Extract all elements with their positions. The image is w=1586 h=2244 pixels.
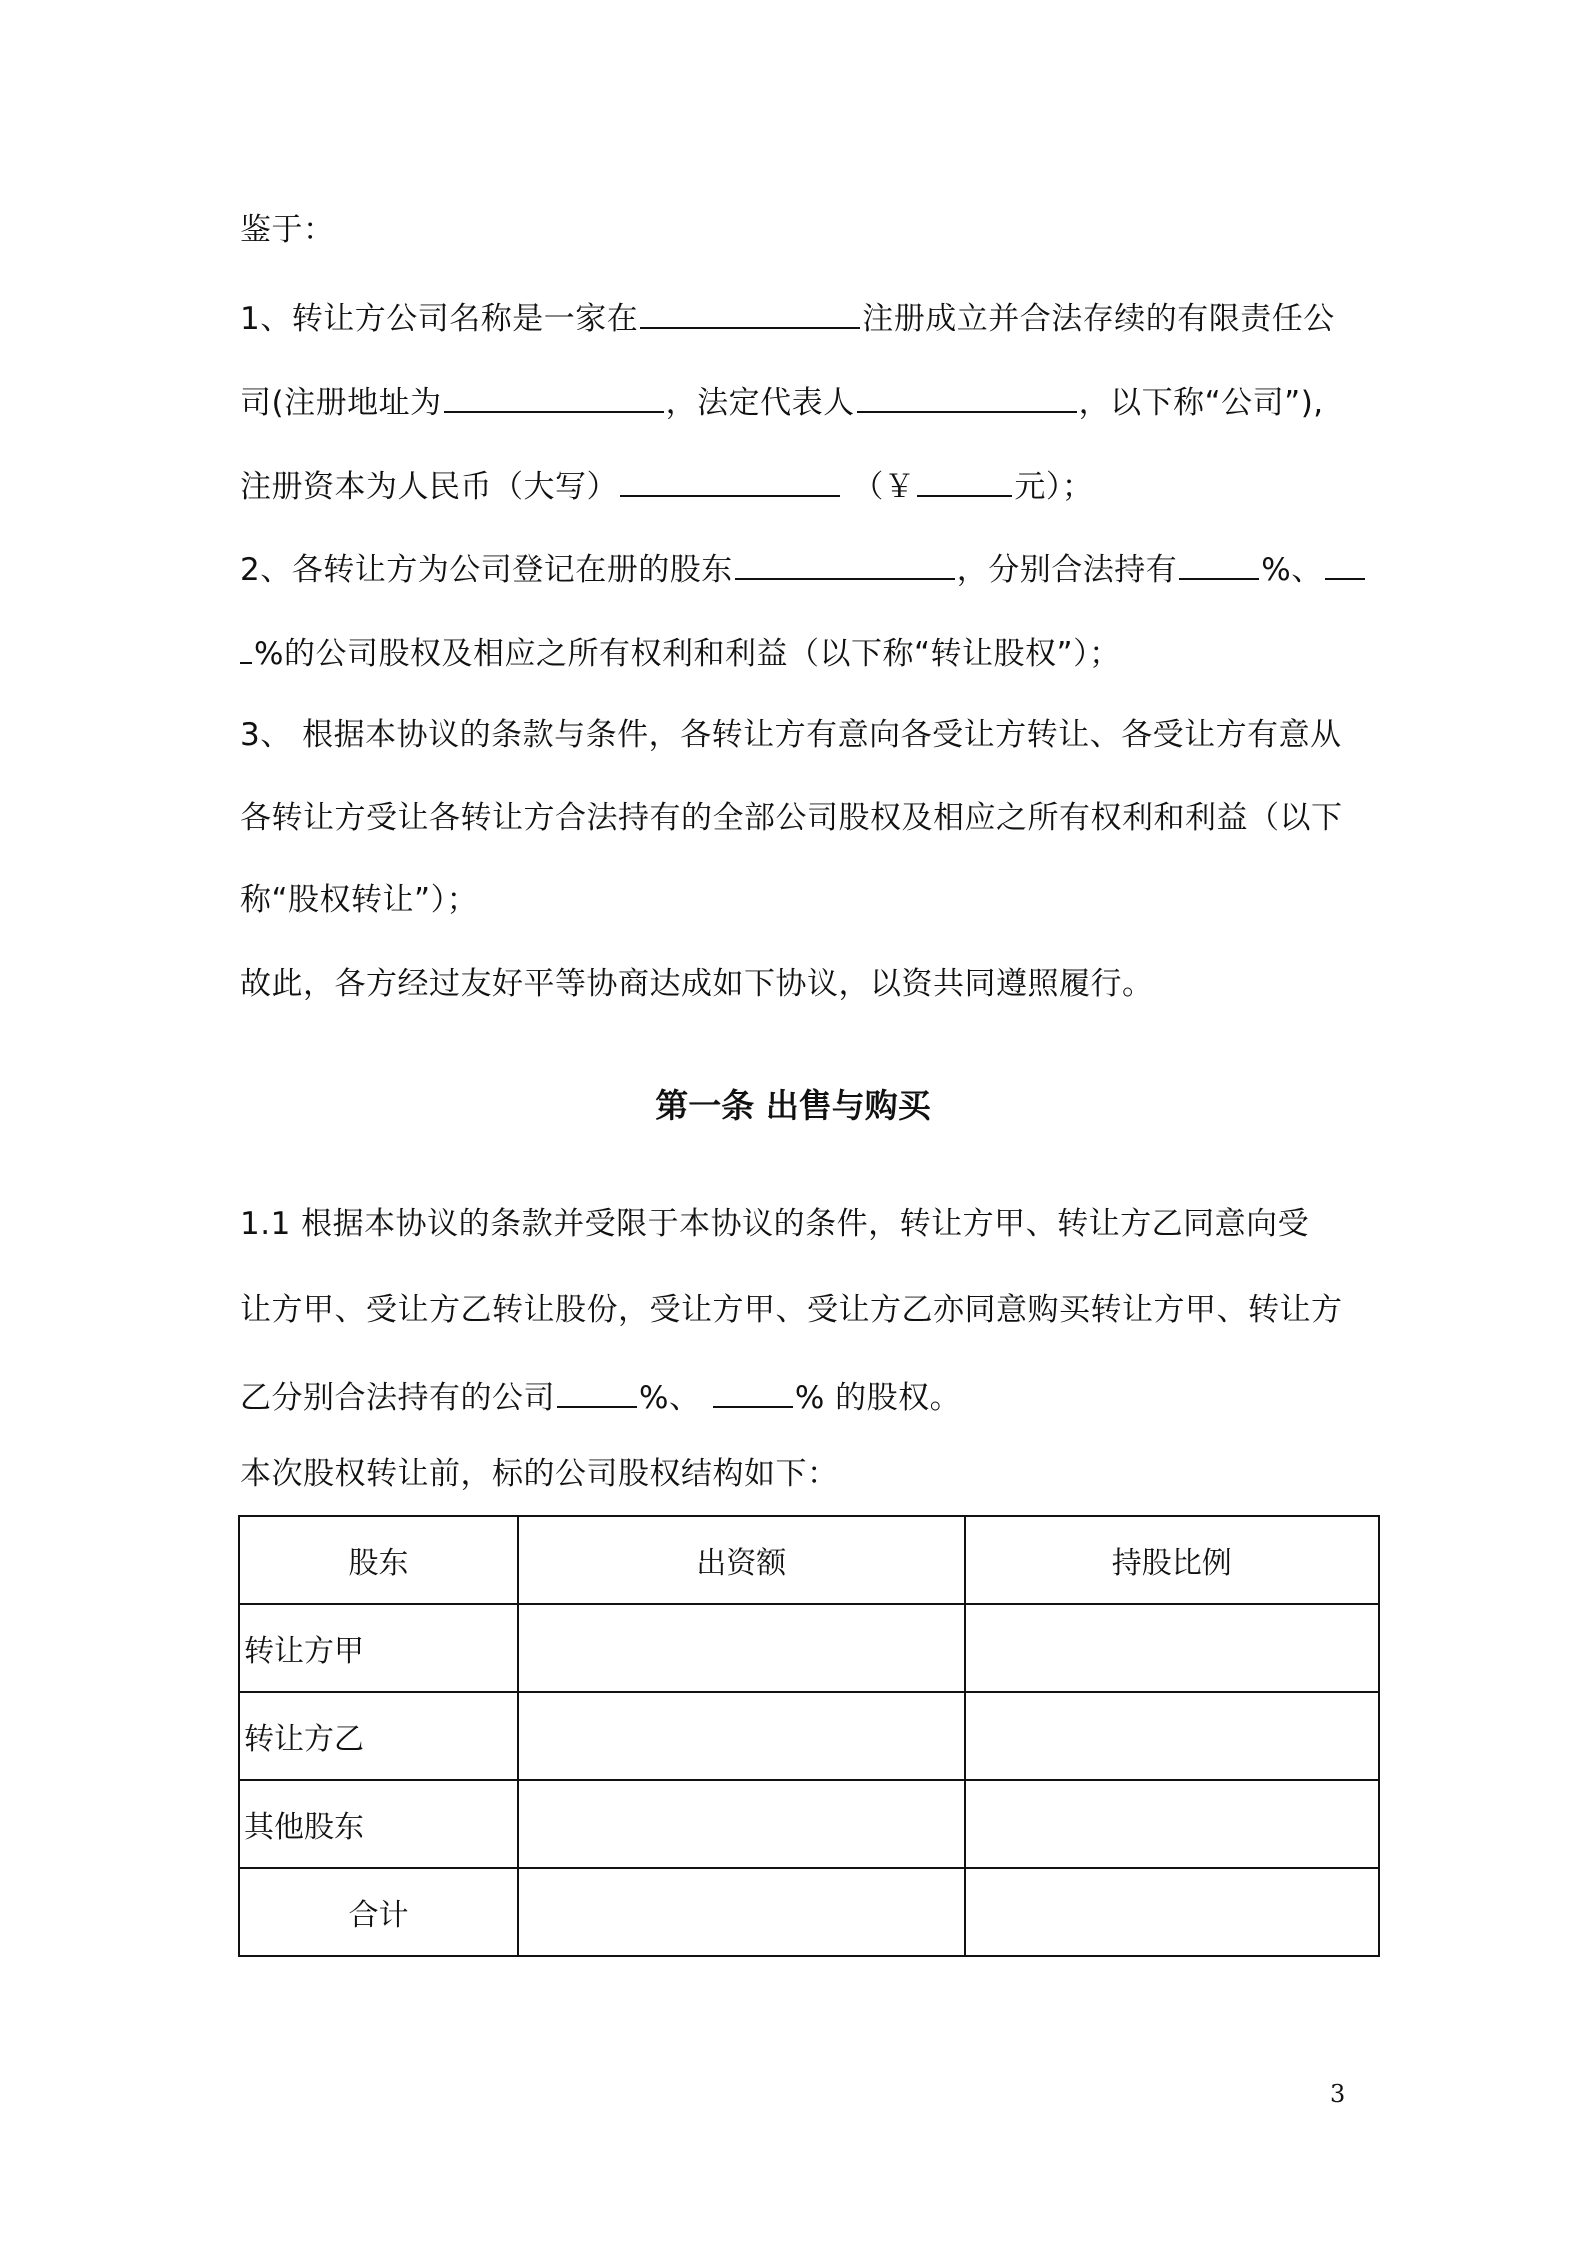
percent-blank-1 — [1179, 548, 1259, 580]
row-label-transferor-a: 转让方甲 — [239, 1604, 518, 1692]
registered-address-blank — [444, 381, 664, 413]
capital-amount-blank — [917, 465, 1012, 497]
cell-ratio-transferor-a — [965, 1604, 1379, 1692]
clause-1-1-text-a: 1.1 根据本协议的条款并受限于本协议的条件，转让方甲、转让方乙同意向受 — [240, 1206, 1310, 1242]
clause-3-line-3 — [240, 878, 478, 922]
cell-ratio-transferor-b — [965, 1692, 1379, 1780]
row-label-transferor-b: 转让方乙 — [239, 1692, 518, 1780]
page-number: 3 — [1330, 2080, 1346, 2108]
shareholders-blank — [735, 548, 955, 580]
clause-1-line-3 — [240, 465, 1093, 509]
clause-1-1-line-3 — [240, 1376, 961, 1420]
row-label-total: 合计 — [239, 1868, 518, 1956]
clause-1-1-text-e: % 的股权。 — [794, 1380, 962, 1416]
clause-2-text-a: 2、各转让方为公司登记在册的股东 — [240, 552, 733, 588]
row-label-other-shareholders: 其他股东 — [239, 1780, 518, 1868]
cell-amount-transferor-b — [518, 1692, 965, 1780]
equity-structure-table — [238, 1515, 1380, 1957]
clause-1-1-text-c: 乙分别合法持有的公司 — [240, 1380, 555, 1416]
table-intro-line — [240, 1452, 839, 1496]
conclusion-text: 故此，各方经过友好平等协商达成如下协议，以资共同遵照履行。 — [240, 966, 1154, 1002]
clause-1-text-b: 注册成立并合法存续的有限责任公 — [862, 301, 1335, 337]
percent-blank-3 — [557, 1376, 637, 1408]
clause-1-1-text-d: %、 — [639, 1380, 701, 1416]
clause-3-line-1 — [240, 713, 1342, 757]
clause-1-text-a: 1、转让方公司名称是一家在 — [240, 301, 639, 337]
clause-1-text-d: ，法定代表人 — [665, 385, 855, 421]
cell-amount-other-shareholders — [518, 1780, 965, 1868]
table-header-row — [239, 1516, 1379, 1604]
clause-1-text-c: 司(注册地址为 — [240, 385, 442, 421]
capital-words-blank — [620, 465, 840, 497]
clause-3-text-c: 称“股权转让”）； — [240, 882, 479, 918]
header-shareholding-ratio: 持股比例 — [965, 1516, 1379, 1604]
clause-1-text-g: （￥ — [852, 469, 916, 505]
clause-1-text-f: 注册资本为人民币（大写） — [240, 469, 618, 505]
table-row — [239, 1780, 1379, 1868]
table-row — [239, 1692, 1379, 1780]
clause-1-1-text-b: 让方甲、受让方乙转让股份，受让方甲、受让方乙亦同意购买转让方甲、转让方 — [240, 1292, 1343, 1328]
clause-3-text-b: 各转让方受让各转让方合法持有的全部公司股权及相应之所有权利和利益（以下 — [240, 800, 1343, 836]
clause-1-1-line-2 — [240, 1288, 1343, 1332]
clause-1-line-2 — [240, 381, 1324, 425]
table-row — [239, 1604, 1379, 1692]
whereas-heading — [240, 208, 335, 252]
article-1-heading: 第一条 出售与购买 — [655, 1086, 931, 1125]
clause-1-line-1 — [240, 297, 1335, 341]
cell-amount-transferor-a — [518, 1604, 965, 1692]
clause-2-text-d: %的公司股权及相应之所有权利和利益（以下称“转让股权”）； — [254, 636, 1121, 672]
header-shareholder: 股东 — [239, 1516, 518, 1604]
cell-ratio-other-shareholders — [965, 1780, 1379, 1868]
conclusion-line — [240, 962, 1154, 1006]
header-capital-contribution: 出资额 — [518, 1516, 965, 1604]
clause-2-text-c: %、 — [1261, 552, 1323, 588]
clause-2-line-2 — [240, 632, 1121, 676]
percent-blank-4 — [713, 1376, 793, 1408]
clause-1-1-line-1 — [240, 1202, 1309, 1246]
cell-ratio-total — [965, 1868, 1379, 1956]
clause-3-line-2 — [240, 796, 1343, 840]
table-row — [239, 1868, 1379, 1956]
cell-amount-total — [518, 1868, 965, 1956]
legal-representative-blank — [857, 381, 1077, 413]
percent-blank-2-continued — [240, 632, 252, 664]
whereas-text: 鉴于： — [240, 212, 335, 248]
table-intro-text: 本次股权转让前，标的公司股权结构如下： — [240, 1456, 839, 1492]
clause-1-text-e: ，以下称“公司”), — [1078, 385, 1324, 421]
percent-blank-2 — [1325, 548, 1365, 580]
clause-2-line-1 — [240, 548, 1367, 592]
clause-2-text-b: ，分别合法持有 — [956, 552, 1178, 588]
registration-place-blank — [640, 297, 860, 329]
clause-3-text-a: 3、 根据本协议的条款与条件，各转让方有意向各受让方转让、各受让方有意从 — [240, 717, 1342, 753]
clause-1-text-h: 元）； — [1014, 469, 1094, 505]
